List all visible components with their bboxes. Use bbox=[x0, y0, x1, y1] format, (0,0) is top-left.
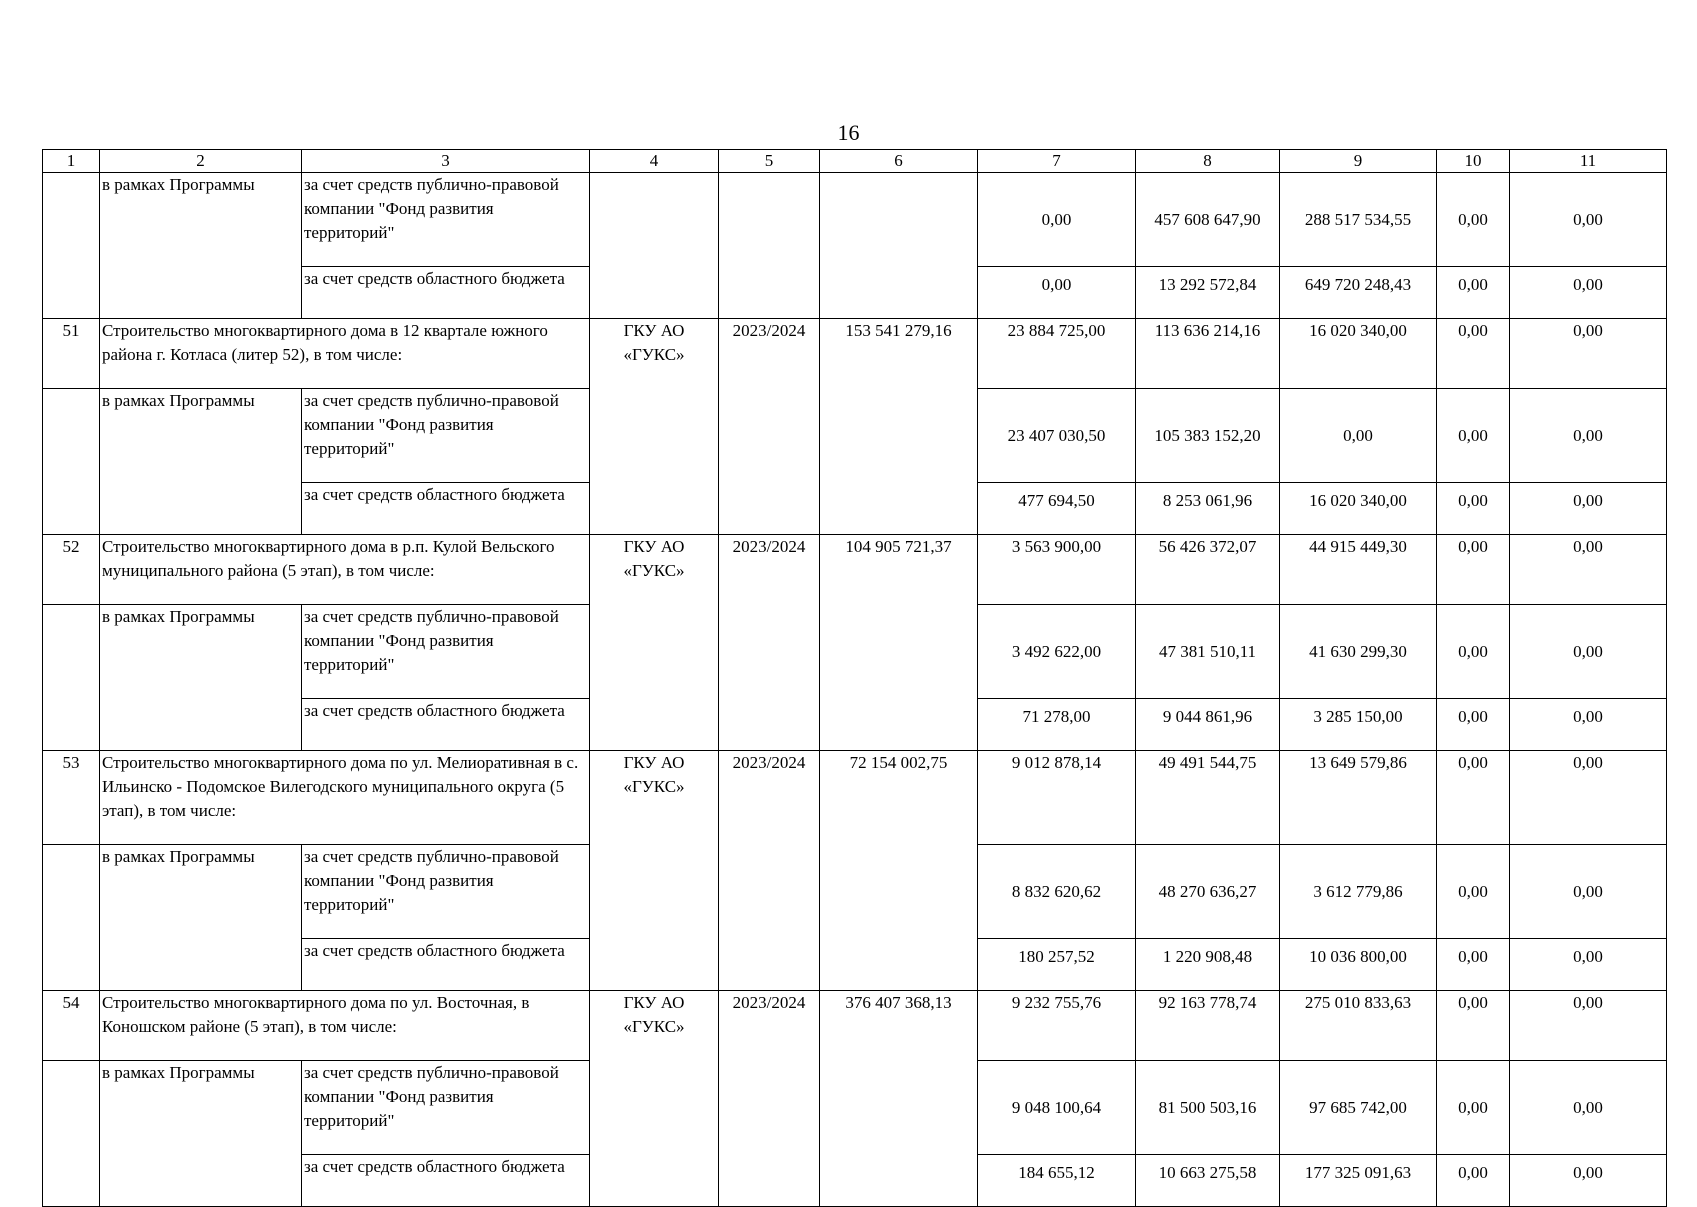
period: 2023/2024 bbox=[719, 751, 820, 991]
value-col-10: 0,00 bbox=[1437, 389, 1510, 483]
value-col-11: 0,00 bbox=[1510, 845, 1667, 939]
executor: ГКУ АО «ГУКС» bbox=[590, 751, 719, 991]
value-col-10: 0,00 bbox=[1437, 1061, 1510, 1155]
funding-source-fund: за счет средств публично-правовой компании "Фонд развития территорий" bbox=[302, 173, 590, 267]
funding-source-regional: за счет средств областного бюджета bbox=[302, 267, 590, 319]
value-col-9: 16 020 340,00 bbox=[1280, 319, 1437, 389]
value-col-11: 0,00 bbox=[1510, 699, 1667, 751]
value-col-11: 0,00 bbox=[1510, 939, 1667, 991]
executor: ГКУ АО «ГУКС» bbox=[590, 535, 719, 751]
value-col-10: 0,00 bbox=[1437, 535, 1510, 605]
item-total-row bbox=[43, 319, 1667, 389]
value-col-8: 105 383 152,20 bbox=[1136, 389, 1280, 483]
value-col-10: 0,00 bbox=[1437, 991, 1510, 1061]
value-col-7: 0,00 bbox=[978, 173, 1136, 267]
cost-estimate: 72 154 002,75 bbox=[820, 751, 978, 991]
value-col-11: 0,00 bbox=[1510, 1061, 1667, 1155]
value-col-11: 0,00 bbox=[1510, 605, 1667, 699]
value-col-9: 0,00 bbox=[1280, 389, 1437, 483]
column-number-header bbox=[43, 150, 1667, 173]
value-col-8: 9 044 861,96 bbox=[1136, 699, 1280, 751]
value-col-11: 0,00 bbox=[1510, 173, 1667, 267]
value-col-9: 16 020 340,00 bbox=[1280, 483, 1437, 535]
value-col-9: 41 630 299,30 bbox=[1280, 605, 1437, 699]
value-col-11: 0,00 bbox=[1510, 483, 1667, 535]
value-col-10: 0,00 bbox=[1437, 483, 1510, 535]
header-col-5: 5 bbox=[719, 150, 820, 173]
value-col-10: 0,00 bbox=[1437, 939, 1510, 991]
header-col-1: 1 bbox=[43, 150, 100, 173]
value-col-8: 1 220 908,48 bbox=[1136, 939, 1280, 991]
header-col-9: 9 bbox=[1280, 150, 1437, 173]
value-col-8: 92 163 778,74 bbox=[1136, 991, 1280, 1061]
header-col-11: 11 bbox=[1510, 150, 1667, 173]
value-col-11: 0,00 bbox=[1510, 319, 1667, 389]
cost-cell bbox=[820, 173, 978, 319]
item-title: Строительство многоквартирного дома в р.п. Кулой Вельского муниципального района (5 этап), в том числе: bbox=[100, 535, 590, 605]
item-title: Строительство многоквартирного дома по ул. Восточная, в Коношском районе (5 этап), в том числе: bbox=[100, 991, 590, 1061]
value-col-7: 23 407 030,50 bbox=[978, 389, 1136, 483]
item-total-row bbox=[43, 535, 1667, 605]
cost-estimate: 104 905 721,37 bbox=[820, 535, 978, 751]
item-number-empty bbox=[43, 845, 100, 991]
value-col-8: 8 253 061,96 bbox=[1136, 483, 1280, 535]
value-col-8: 56 426 372,07 bbox=[1136, 535, 1280, 605]
item-title: Строительство многоквартирного дома в 12 квартале южного района г. Котласа (литер 52), в том числе: bbox=[100, 319, 590, 389]
funding-source-fund: за счет средств публично-правовой компании "Фонд развития территорий" bbox=[302, 1061, 590, 1155]
period-cell bbox=[719, 173, 820, 319]
header-col-8: 8 bbox=[1136, 150, 1280, 173]
item-number: 53 bbox=[43, 751, 100, 845]
funding-source-fund: за счет средств публично-правовой компании "Фонд развития территорий" bbox=[302, 605, 590, 699]
period: 2023/2024 bbox=[719, 535, 820, 751]
value-col-10: 0,00 bbox=[1437, 267, 1510, 319]
header-col-10: 10 bbox=[1437, 150, 1510, 173]
page-number: 16 bbox=[837, 120, 860, 145]
value-col-9: 97 685 742,00 bbox=[1280, 1061, 1437, 1155]
value-col-7: 0,00 bbox=[978, 267, 1136, 319]
header-col-6: 6 bbox=[820, 150, 978, 173]
value-col-10: 0,00 bbox=[1437, 1155, 1510, 1207]
value-col-7: 184 655,12 bbox=[978, 1155, 1136, 1207]
item-number: 54 bbox=[43, 991, 100, 1061]
program-label: в рамках Программы bbox=[100, 173, 302, 319]
header-col-2: 2 bbox=[100, 150, 302, 173]
continuation-num-cell bbox=[43, 173, 100, 319]
value-col-7: 3 563 900,00 bbox=[978, 535, 1136, 605]
value-col-10: 0,00 bbox=[1437, 751, 1510, 845]
item-number-empty bbox=[43, 1061, 100, 1207]
value-col-7: 477 694,50 bbox=[978, 483, 1136, 535]
header-col-7: 7 bbox=[978, 150, 1136, 173]
funding-source-regional: за счет средств областного бюджета bbox=[302, 939, 590, 991]
value-col-8: 48 270 636,27 bbox=[1136, 845, 1280, 939]
funding-source-regional: за счет средств областного бюджета bbox=[302, 1155, 590, 1207]
cost-estimate: 376 407 368,13 bbox=[820, 991, 978, 1207]
period: 2023/2024 bbox=[719, 319, 820, 535]
item-number-empty bbox=[43, 605, 100, 751]
value-col-11: 0,00 bbox=[1510, 267, 1667, 319]
item-title: Строительство многоквартирного дома по ул. Мелиоративная в с. Ильинско - Подомское Вилегодского муниципального округа (5 этап), в том числе: bbox=[100, 751, 590, 845]
value-col-10: 0,00 bbox=[1437, 319, 1510, 389]
item-total-row bbox=[43, 991, 1667, 1061]
program-label: в рамках Программы bbox=[100, 605, 302, 751]
item-number-empty bbox=[43, 389, 100, 535]
value-col-9: 44 915 449,30 bbox=[1280, 535, 1437, 605]
program-label: в рамках Программы bbox=[100, 1061, 302, 1207]
value-col-7: 9 232 755,76 bbox=[978, 991, 1136, 1061]
funding-source-fund: за счет средств публично-правовой компании "Фонд развития территорий" bbox=[302, 845, 590, 939]
value-col-10: 0,00 bbox=[1437, 605, 1510, 699]
funding-source-fund: за счет средств публично-правовой компании "Фонд развития территорий" bbox=[302, 389, 590, 483]
value-col-8: 49 491 544,75 bbox=[1136, 751, 1280, 845]
value-col-9: 288 517 534,55 bbox=[1280, 173, 1437, 267]
value-col-7: 180 257,52 bbox=[978, 939, 1136, 991]
value-col-8: 113 636 214,16 bbox=[1136, 319, 1280, 389]
value-col-7: 3 492 622,00 bbox=[978, 605, 1136, 699]
funding-source-regional: за счет средств областного бюджета bbox=[302, 699, 590, 751]
header-col-3: 3 bbox=[302, 150, 590, 173]
value-col-9: 649 720 248,43 bbox=[1280, 267, 1437, 319]
item-number: 52 bbox=[43, 535, 100, 605]
executor-cell bbox=[590, 173, 719, 319]
item-total-row bbox=[43, 751, 1667, 845]
period: 2023/2024 bbox=[719, 991, 820, 1207]
funding-source-regional: за счет средств областного бюджета bbox=[302, 483, 590, 535]
value-col-7: 71 278,00 bbox=[978, 699, 1136, 751]
item-number: 51 bbox=[43, 319, 100, 389]
value-col-11: 0,00 bbox=[1510, 991, 1667, 1061]
executor: ГКУ АО «ГУКС» bbox=[590, 319, 719, 535]
value-col-7: 23 884 725,00 bbox=[978, 319, 1136, 389]
value-col-8: 457 608 647,90 bbox=[1136, 173, 1280, 267]
executor: ГКУ АО «ГУКС» bbox=[590, 991, 719, 1207]
value-col-7: 8 832 620,62 bbox=[978, 845, 1136, 939]
value-col-10: 0,00 bbox=[1437, 173, 1510, 267]
continuation-fund-row bbox=[43, 173, 1667, 267]
value-col-9: 13 649 579,86 bbox=[1280, 751, 1437, 845]
value-col-9: 3 285 150,00 bbox=[1280, 699, 1437, 751]
value-col-8: 81 500 503,16 bbox=[1136, 1061, 1280, 1155]
value-col-7: 9 048 100,64 bbox=[978, 1061, 1136, 1155]
value-col-11: 0,00 bbox=[1510, 751, 1667, 845]
program-label: в рамках Программы bbox=[100, 389, 302, 535]
header-col-4: 4 bbox=[590, 150, 719, 173]
value-col-7: 9 012 878,14 bbox=[978, 751, 1136, 845]
cost-estimate: 153 541 279,16 bbox=[820, 319, 978, 535]
value-col-9: 177 325 091,63 bbox=[1280, 1155, 1437, 1207]
value-col-10: 0,00 bbox=[1437, 699, 1510, 751]
value-col-11: 0,00 bbox=[1510, 389, 1667, 483]
value-col-8: 10 663 275,58 bbox=[1136, 1155, 1280, 1207]
value-col-11: 0,00 bbox=[1510, 535, 1667, 605]
program-label: в рамках Программы bbox=[100, 845, 302, 991]
value-col-9: 3 612 779,86 bbox=[1280, 845, 1437, 939]
value-col-9: 275 010 833,63 bbox=[1280, 991, 1437, 1061]
value-col-8: 47 381 510,11 bbox=[1136, 605, 1280, 699]
value-col-11: 0,00 bbox=[1510, 1155, 1667, 1207]
value-col-9: 10 036 800,00 bbox=[1280, 939, 1437, 991]
value-col-8: 13 292 572,84 bbox=[1136, 267, 1280, 319]
value-col-10: 0,00 bbox=[1437, 845, 1510, 939]
budget-table bbox=[42, 149, 1667, 1207]
